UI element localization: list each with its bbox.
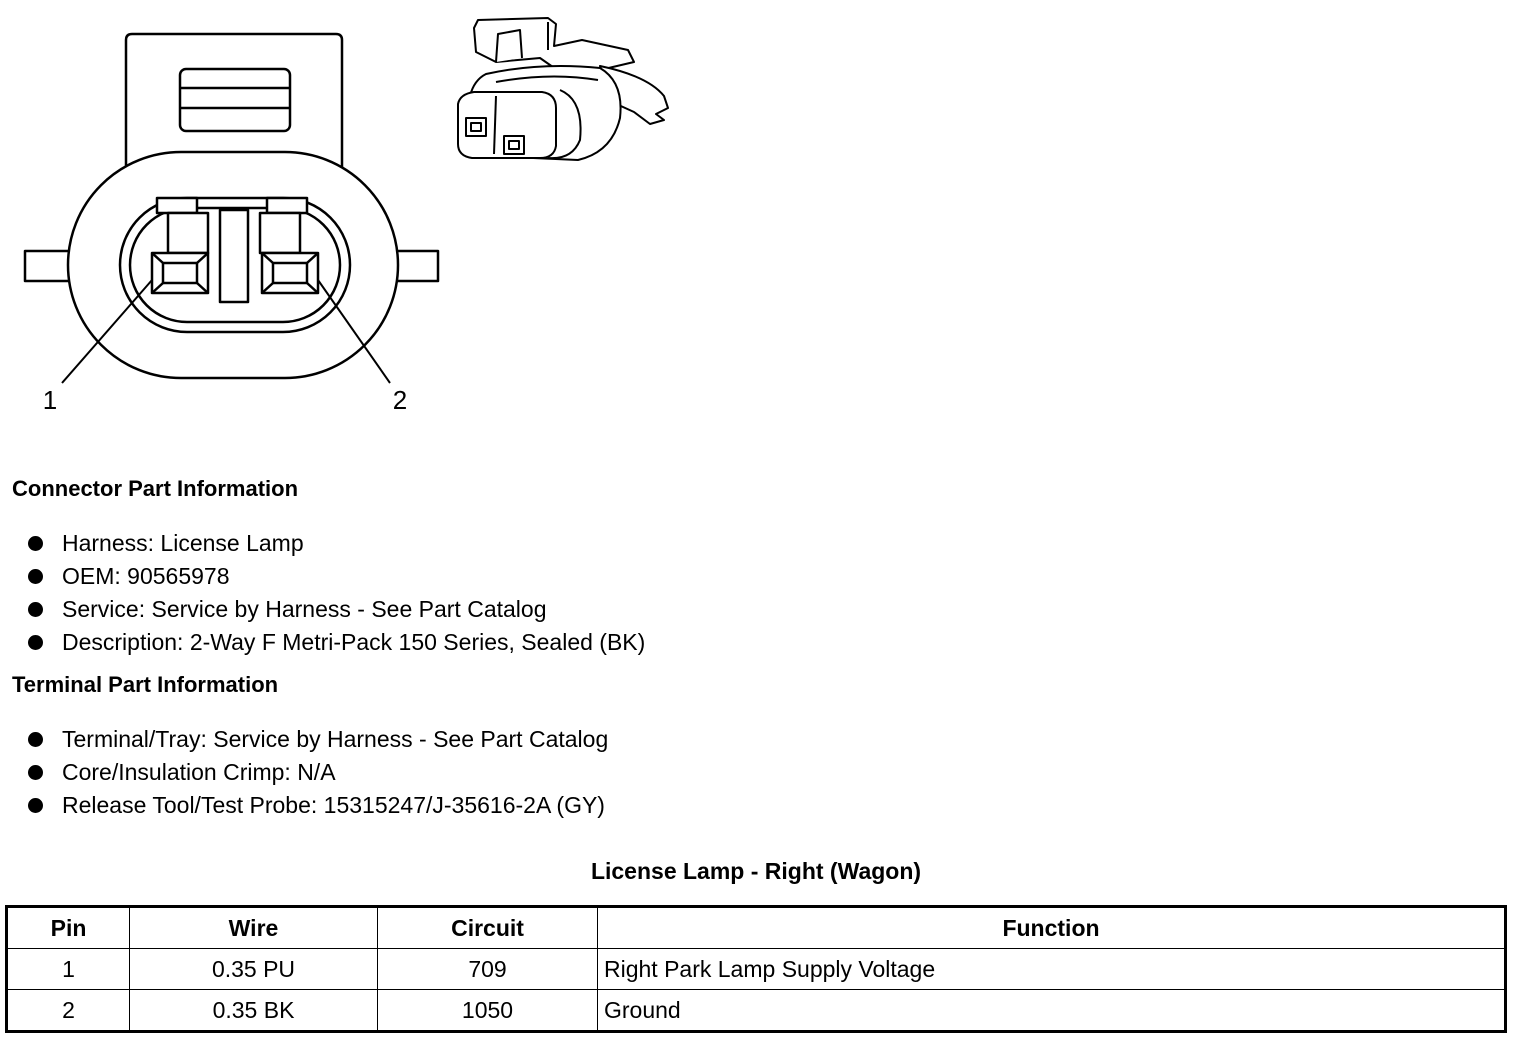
cell-circuit: 709 [378,949,598,990]
cavity-2-slot [260,213,300,253]
connector-info-list [28,527,645,659]
list-item [28,527,645,560]
bullet-icon [28,765,43,780]
connector-face-diagram [0,0,460,430]
cell-pin: 1 [7,949,130,990]
terminal-info-list [28,723,608,822]
column-header-wire: Wire [130,907,378,949]
bullet-icon [28,536,43,551]
latch-tab [180,69,290,131]
table-row [7,990,1506,1032]
connector-isometric-diagram [440,0,680,180]
list-item-text: Service: Service by Harness - See Part Catalog [62,596,547,622]
bullet-icon [28,569,43,584]
list-item-text: Harness: License Lamp [62,530,304,556]
cell-wire: 0.35 BK [130,990,378,1032]
connector-info-heading: Connector Part Information [12,476,299,501]
table-row [7,949,1506,990]
list-item-text: Description: 2-Way F Metri-Pack 150 Series, Sealed (BK) [62,629,646,655]
cell-pin: 2 [7,990,130,1032]
pin-label-2: 2 [392,385,408,415]
list-item [28,560,645,593]
bullet-icon [28,798,43,813]
table-title: License Lamp - Right (Wagon) [590,858,922,884]
terminal-info-heading: Terminal Part Information [12,672,279,697]
column-header-function: Function [598,907,1506,949]
left-ear [25,251,73,281]
list-item [28,789,608,822]
list-item-text: Terminal/Tray: Service by Harness - See Part Catalog [62,726,609,752]
center-key [220,210,248,302]
bullet-icon [28,635,43,650]
cell-function: Ground [598,990,1506,1032]
list-item-text: OEM: 90565978 [62,563,230,589]
cavity-2-upper [267,198,307,213]
table-header-row [7,907,1506,949]
pinout-table [5,905,1507,1033]
cell-wire: 0.35 PU [130,949,378,990]
bullet-icon [28,732,43,747]
pin-label-1: 1 [42,385,58,415]
bullet-icon [28,602,43,617]
cavity-1-slot [168,213,208,253]
cavity-1-upper [157,198,197,213]
list-item-text: Core/Insulation Crimp: N/A [62,759,336,785]
list-item [28,723,608,756]
list-item-text: Release Tool/Test Probe: 15315247/J-35616-2A (GY) [62,792,605,818]
list-item [28,756,608,789]
column-header-circuit: Circuit [378,907,598,949]
list-item [28,593,645,626]
cell-circuit: 1050 [378,990,598,1032]
column-header-pin: Pin [7,907,130,949]
list-item [28,626,645,659]
cell-function: Right Park Lamp Supply Voltage [598,949,1506,990]
